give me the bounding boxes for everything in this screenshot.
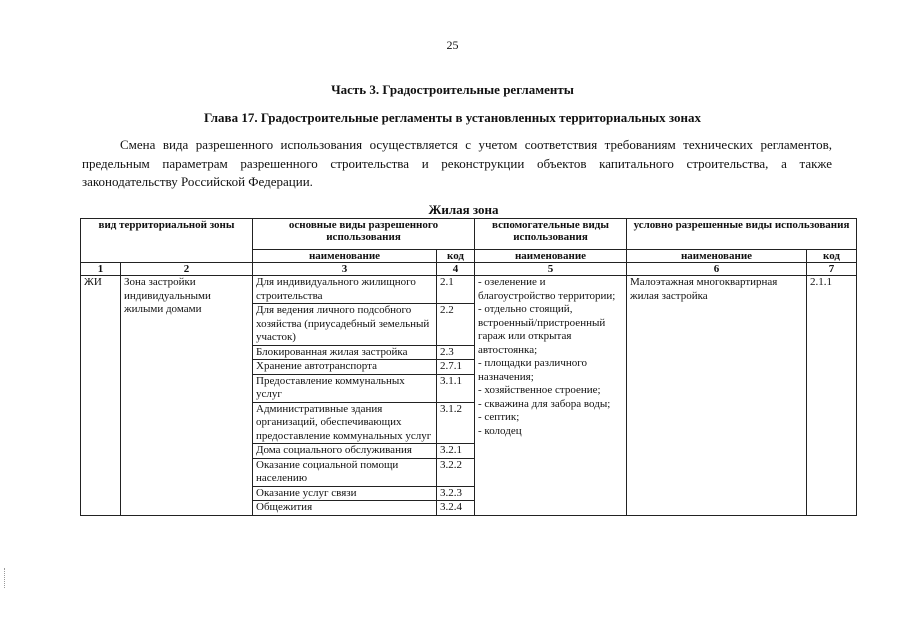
aux-use-item: - колодец	[478, 424, 522, 437]
col-number: 3	[253, 263, 437, 276]
main-use-code: 2.3	[437, 345, 475, 360]
header-main-uses: основные виды разрешенного использования	[253, 219, 475, 250]
cond-use-name: Малоэтажная многоквартирная жилая застройка	[627, 276, 807, 516]
header-aux-name: наименование	[475, 250, 627, 263]
main-use-name: Для ведения личного подсобного хозяйства (приусадебный земельный участок)	[253, 304, 437, 346]
col-number: 5	[475, 263, 627, 276]
aux-uses-list	[475, 276, 627, 516]
col-number: 6	[627, 263, 807, 276]
zone-title: Жилая зона	[428, 202, 499, 217]
main-use-code: 3.2.3	[437, 486, 475, 501]
main-use-name: Дома социального обслуживания	[253, 444, 437, 459]
aux-use-item: - хозяйственное строение;	[478, 384, 601, 396]
main-use-name: Административные здания организаций, обеспечивающих предоставление коммунальных услуг	[253, 402, 437, 444]
zone-name: Зона застройки индивидуальными жилыми домами	[121, 276, 253, 516]
main-use-code: 2.7.1	[437, 360, 475, 375]
header-cond-uses: условно разрешенные виды использования	[627, 219, 857, 250]
aux-use-item: - площадки различного назначения;	[478, 357, 587, 383]
intro-paragraph: Смена вида разрешенного использования осуществляется с учетом соответствия требованиям технических регламентов, предельным параметрам разрешенного строительства и реконструкции объектов капитального строительства, а также законодательству Российской Федерации.	[82, 137, 832, 189]
header-cond-code: код	[807, 250, 857, 263]
col-number: 4	[437, 263, 475, 276]
main-use-code: 3.2.2	[437, 458, 475, 486]
table-row	[81, 276, 857, 304]
main-use-name: Общежития	[253, 501, 437, 516]
header-main-code: код	[437, 250, 475, 263]
main-use-name: Предоставление коммунальных услуг	[253, 374, 437, 402]
main-use-name: Хранение автотранспорта	[253, 360, 437, 375]
col-number: 2	[121, 263, 253, 276]
main-use-code: 3.1.1	[437, 374, 475, 402]
main-use-name: Блокированная жилая застройка	[253, 345, 437, 360]
part-title: Часть 3. Градостроительные регламенты	[331, 82, 574, 97]
regulations-table	[80, 218, 857, 516]
header-cond-name: наименование	[627, 250, 807, 263]
main-use-name: Для индивидуального жилищного строительства	[253, 276, 437, 304]
header-main-name: наименование	[253, 250, 437, 263]
main-use-code: 3.2.1	[437, 444, 475, 459]
main-use-code: 2.2	[437, 304, 475, 346]
header-zone-type: вид территориальной зоны	[81, 219, 253, 263]
aux-use-item: - септик;	[478, 411, 520, 423]
col-number: 7	[807, 263, 857, 276]
page-number: 25	[446, 38, 459, 52]
main-use-code: 3.1.2	[437, 402, 475, 444]
main-use-name: Оказание социальной помощи населению	[253, 458, 437, 486]
aux-use-item: - озеленение и благоустройство территории;	[478, 276, 616, 302]
scan-margin-mark	[4, 568, 7, 588]
main-use-name: Оказание услуг связи	[253, 486, 437, 501]
main-use-code: 3.2.4	[437, 501, 475, 516]
aux-use-item: - отдельно стоящий, встроенный/пристроенный гараж или открытая автостоянка;	[478, 303, 606, 356]
cond-use-code: 2.1.1	[807, 276, 857, 516]
col-number: 1	[81, 263, 121, 276]
aux-use-item: - скважина для забора воды;	[478, 397, 611, 410]
header-aux-uses: вспомогательные виды использования	[475, 219, 627, 250]
chapter-title: Глава 17. Градостроительные регламенты в установленных территориальных зонах	[203, 110, 702, 125]
zone-code: ЖИ	[81, 276, 121, 516]
main-use-code: 2.1	[437, 276, 475, 304]
